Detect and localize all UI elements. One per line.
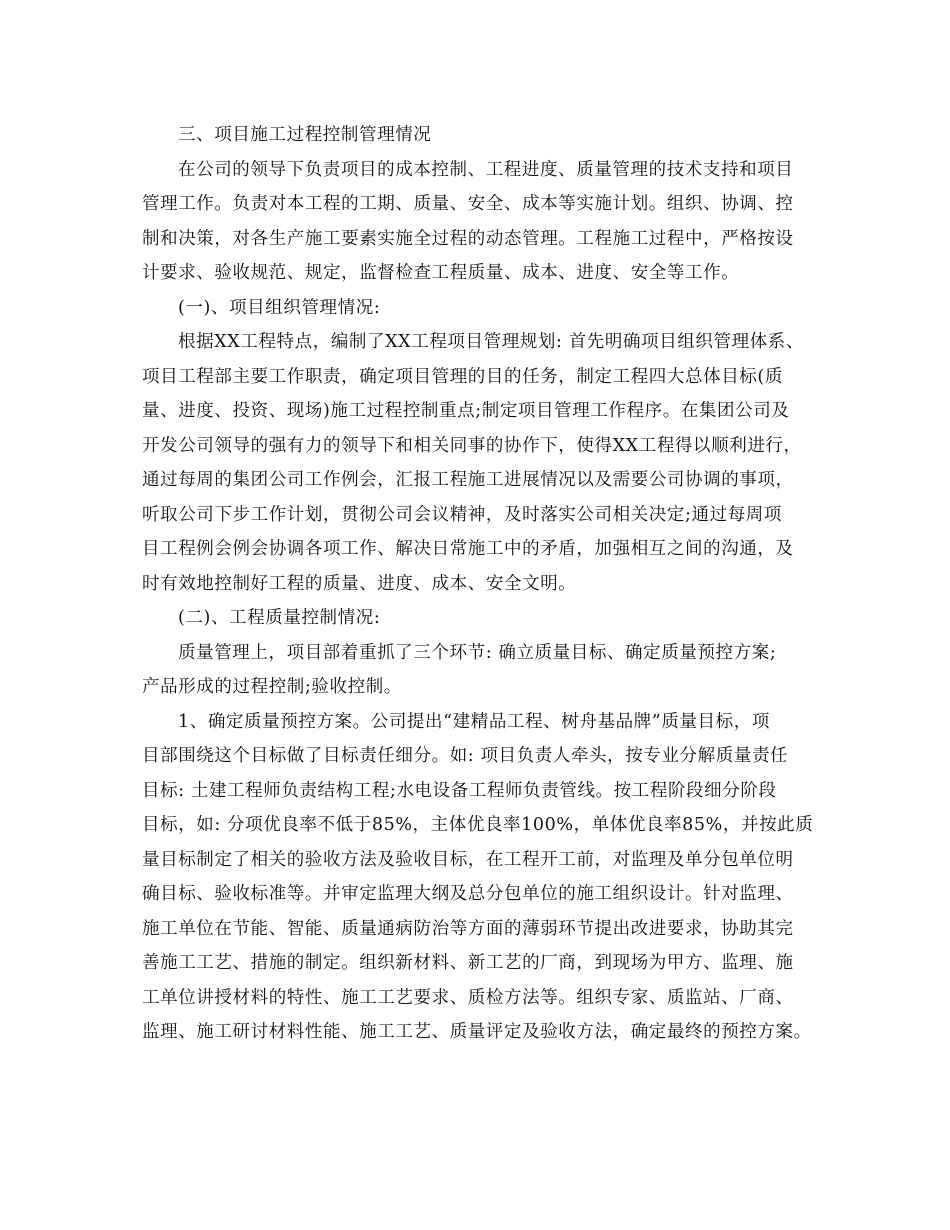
text-line: 质量管理上，项目部着重抓了三个环节: 确立质量目标、确定质量预控方案; (178, 642, 777, 663)
text-line: 项目工程部主要工作职责，确定项目管理的目的任务，制定工程四大总体目标(质 (142, 366, 783, 387)
text-line: 善施工工艺、措施的制定。组织新材料、新工艺的厂商，到现场为甲方、监理、施 (142, 953, 794, 973)
text-line: 产品形成的过程控制;验收控制。 (142, 677, 402, 697)
text-line: 监理、施工研讨材料性能、施工工艺、质量评定及验收方法，确定最终的预控方案。 (142, 1022, 812, 1042)
text-line: 量、进度、投资、现场)施工过程控制重点;制定项目管理工作程序。在集团公司及 (142, 401, 790, 421)
document-body (0, 118, 950, 1050)
text-line: (一)、项目组织管理情况: (178, 297, 381, 318)
text-line: 听取公司下步工作计划，贯彻公司会议精神，及时落实公司相关决定;通过每周项 (142, 504, 782, 525)
text-line: 确目标、验收标准等。并审定监理大纲及总分包单位的施工组织设计。针对监理、 (142, 884, 794, 904)
text-line: 工单位讲授材料的特性、施工工艺要求、质检方法等。组织专家、质监站、厂商、 (142, 987, 794, 1008)
text-line: 根据XX工程特点，编制了XX工程项目管理规划: 首先明确项目组织管理体系、 (178, 332, 804, 352)
text-line: 目部围绕这个目标做了目标责任细分。如: 项目负责人牵头，按专业分解质量责任 (142, 746, 789, 766)
text-line: 三、项目施工过程控制管理情况 (178, 125, 432, 145)
text-line: 目标，如: 分项优良率不低于85%，主体优良率100%，单体优良率85%，并按此质 (142, 815, 814, 835)
text-line: 目工程例会例会协调各项工作、解决日常施工中的矛盾，加强相互之间的沟通，及 (142, 539, 794, 559)
text-line: 时有效地控制好工程的质量、进度、成本、安全文明。 (142, 573, 577, 594)
text-line: 制和决策，对各生产施工要素实施全过程的动态管理。工程施工过程中，严格按设 (142, 228, 794, 249)
text-line: 开发公司领导的强有力的领导下和相关同事的协作下，使得XX工程得以顺利进行， (142, 435, 802, 456)
text-line: 目标: 土建工程师负责结构工程;水电设备工程师负责管线。按工程阶段细分阶段 (142, 780, 777, 801)
text-line: 管理工作。负责对本工程的工期、质量、安全、成本等实施计划。组织、协调、控 (142, 194, 794, 214)
text-line: 在公司的领导下负责项目的成本控制、工程进度、质量管理的技术支持和项目 (178, 159, 794, 180)
text-line: 1、确定质量预控方案。公司提出“建精品工程、树舟基品牌”质量目标，项 (178, 711, 770, 732)
text-line: 计要求、验收规范、规定，监督检查工程质量、成本、进度、安全等工作。 (142, 263, 740, 283)
text-line: (二)、工程质量控制情况: (178, 608, 381, 628)
text-line: 量目标制定了相关的验收方法及验收目标，在工程开工前，对监理及单分包单位明 (142, 849, 794, 870)
text-line: 通过每周的集团公司工作例会，汇报工程施工进展情况以及需要公司协调的事项， (142, 470, 794, 490)
text-line: 施工单位在节能、智能、质量通病防治等方面的薄弱环节提出改进要求，协助其完 (142, 918, 794, 939)
